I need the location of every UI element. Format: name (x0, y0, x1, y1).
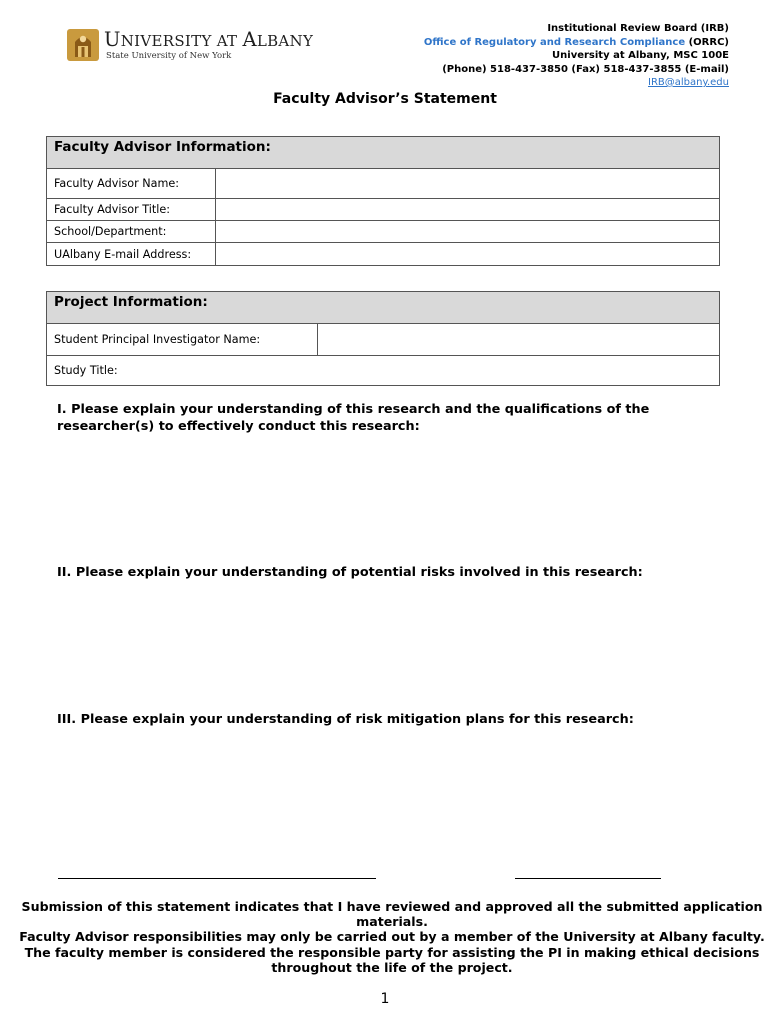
study-title-field[interactable] (47, 356, 720, 386)
question-3: III. Please explain your understanding of risk mitigation plans for this research: (57, 712, 634, 727)
field-label: Student Principal Investigator Name: (47, 324, 318, 356)
question-1: I. Please explain your understanding of this research and the qualifications of the researcher(s) to effectively conduct this research: (57, 402, 650, 434)
page-number: 1 (380, 991, 390, 1007)
field-label: Faculty Advisor Name: (47, 169, 216, 199)
logo-subtitle: State University of New York (106, 51, 232, 61)
field-label: Faculty Advisor Title: (47, 199, 216, 221)
date-line[interactable] (515, 878, 661, 879)
footer-statement (14, 899, 770, 975)
question-2: II. Please explain your understanding of potential risks involved in this research: (57, 565, 643, 580)
faculty-advisor-name-field[interactable] (216, 169, 720, 199)
document-title: Faculty Advisor’s Statement (273, 91, 497, 107)
section-heading-project: Project Information: (47, 292, 720, 324)
contact-office-line (424, 36, 729, 50)
contact-address-line: University at Albany, MSC 100E (552, 50, 729, 61)
university-seal-icon (66, 28, 100, 62)
contact-email-link[interactable]: IRB@albany.edu (648, 77, 729, 88)
footer-line-responsibility: Faculty Advisor responsibilities may only be carried out by a member of the University at Albany faculty. The faculty member is considered the responsible party for assisting the PI in making ethical decisions throughout the life of the project. (19, 929, 765, 975)
logo-wordmark: UNIVERSITY AT ALBANY (104, 28, 314, 51)
ualbany-email-field[interactable] (216, 243, 720, 266)
university-logo (66, 26, 346, 66)
office-abbr: (ORRC) (685, 36, 729, 48)
office-name: Office of Regulatory and Research Compliance (423, 36, 686, 48)
footer-line-approval: Submission of this statement indicates that I have reviewed and approved all the submitted application materials. (21, 899, 763, 930)
contact-phone-line: (Phone) 518-437-3850 (Fax) 518-437-3855 (E-mail) (442, 63, 729, 75)
signature-line[interactable] (58, 878, 376, 879)
faculty-advisor-table (46, 136, 720, 266)
project-info-table (46, 291, 720, 386)
field-label: UAlbany E-mail Address: (47, 243, 216, 266)
school-department-field[interactable] (216, 221, 720, 243)
field-label: Study Title: (54, 364, 118, 377)
irb-contact-block (424, 22, 729, 90)
field-label: School/Department: (47, 221, 216, 243)
faculty-advisor-title-field[interactable] (216, 199, 720, 221)
student-pi-name-field[interactable] (318, 324, 720, 356)
section-heading-advisor: Faculty Advisor Information: (47, 137, 720, 169)
contact-irb-line: Institutional Review Board (IRB) (547, 23, 729, 34)
